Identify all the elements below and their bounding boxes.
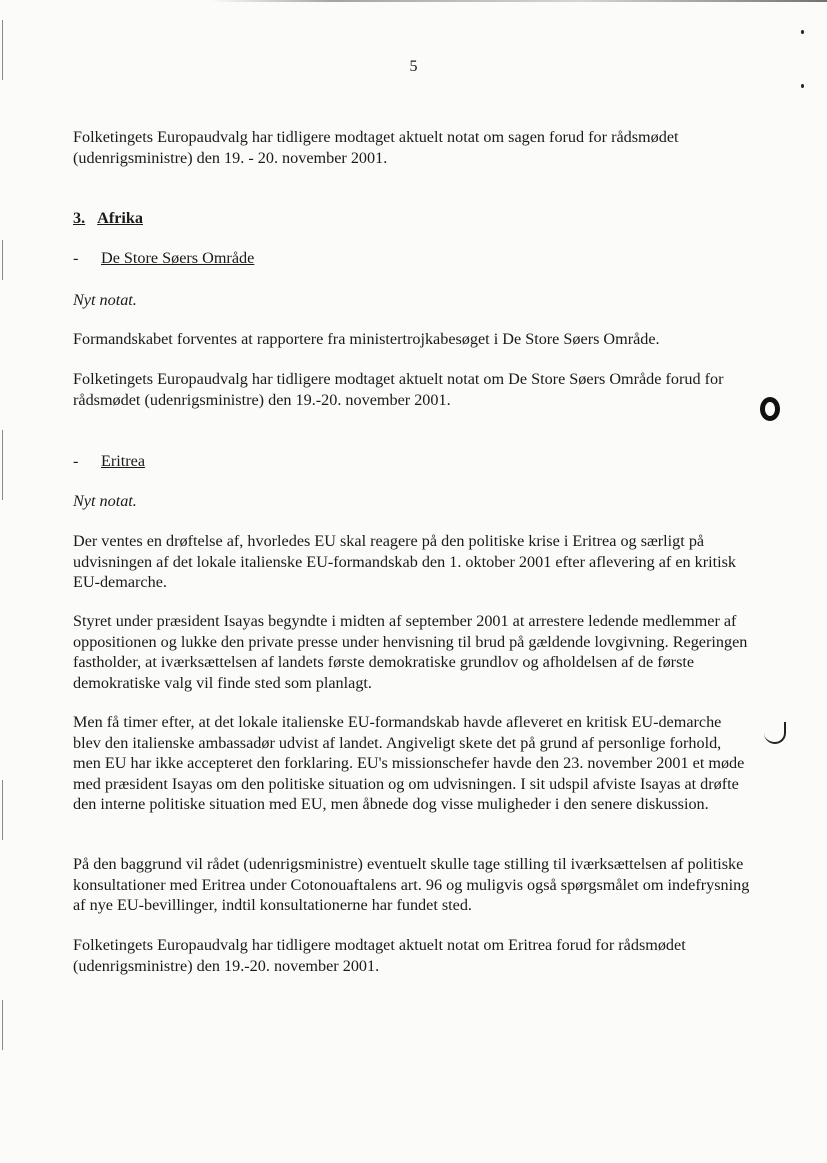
note-label: Nyt notat. xyxy=(73,291,137,309)
note-label: Nyt notat. xyxy=(73,492,137,510)
scan-edge-left xyxy=(2,240,3,280)
scan-speck xyxy=(801,30,804,34)
subsection-dash: - xyxy=(73,249,79,267)
punch-hole-mark xyxy=(764,722,786,744)
scan-speck xyxy=(801,84,804,88)
scan-edge-left xyxy=(2,1000,3,1050)
punch-hole-mark xyxy=(760,397,780,421)
paragraph: Folketingets Europaudvalg har tidligere modtaget aktuelt notat om De Store Søers Område forud for rådsmødet (udenrigsministre) den 19.-20. november 2001. xyxy=(73,370,724,409)
subsection-heading xyxy=(73,451,145,471)
scan-edge-left xyxy=(2,430,3,500)
subsection-title: De Store Søers Område xyxy=(101,249,255,267)
subsection-title: Eritrea xyxy=(101,452,146,470)
section-number: 3. xyxy=(73,209,86,227)
page-number: 5 xyxy=(409,58,418,75)
scan-edge-left xyxy=(2,780,3,840)
paragraph: Folketingets Europaudvalg har tidligere modtaget aktuelt notat om Eritrea forud for rådsmødet (udenrigsministre) den 19.-20. november 2001. xyxy=(73,936,686,975)
scan-edge-top xyxy=(210,0,827,2)
section-heading xyxy=(73,208,143,228)
section-title: Afrika xyxy=(97,209,143,227)
paragraph: Styret under præsident Isayas begyndte i midten af september 2001 at arrestere ledende medlemmer af oppositionen og lukke den private presse under henvisning til brud på gældende lovgivning. Regeringen fastholder, at iværksættelsen af landets første demokratiske grundlov og afholdelsen af de første demokratiske valg vil finde sted som planlagt. xyxy=(73,612,748,692)
subsection-heading xyxy=(73,248,254,268)
paragraph: Formandskabet forventes at rapportere fra ministertrojkabesøget i De Store Søers Område. xyxy=(73,330,660,348)
subsection-dash: - xyxy=(73,452,79,470)
paragraph: Folketingets Europaudvalg har tidligere modtaget aktuelt notat om sagen forud for rådsmødet (udenrigsministre) den 19. - 20. november 2001. xyxy=(73,128,679,167)
paragraph: På den baggrund vil rådet (udenrigsministre) eventuelt skulle tage stilling til iværksættelsen af politiske konsultationer med Eritrea under Cotonouaftalens art. 96 og muligvis også spørgsmålet om indefrysning af nye EU-bevillinger, indtil konsultationerne har fundet sted. xyxy=(73,855,750,914)
paragraph: Der ventes en drøftelse af, hvorledes EU skal reagere på den politiske krise i Eritrea og særligt på udvisningen af det lokale italienske EU-formandskab den 1. oktober 2001 efter aflevering af en kritisk EU-demarche. xyxy=(73,532,737,591)
paragraph: Men få timer efter, at det lokale italienske EU-formandskab havde afleveret en kritisk EU-demarche blev den italienske ambassadør udvist af landet. Angiveligt skete det på grund af personlige forhold, men EU har ikke accepteret den forklaring. EU's missionschefer havde den 23. november 2001 et møde med præsident Isayas om den politiske situation og om udvisningen. I sit udspil afviste Isayas at drøfte den interne politiske situation med EU, men åbnede dog visse muligheder i den senere diskussion. xyxy=(73,713,745,813)
